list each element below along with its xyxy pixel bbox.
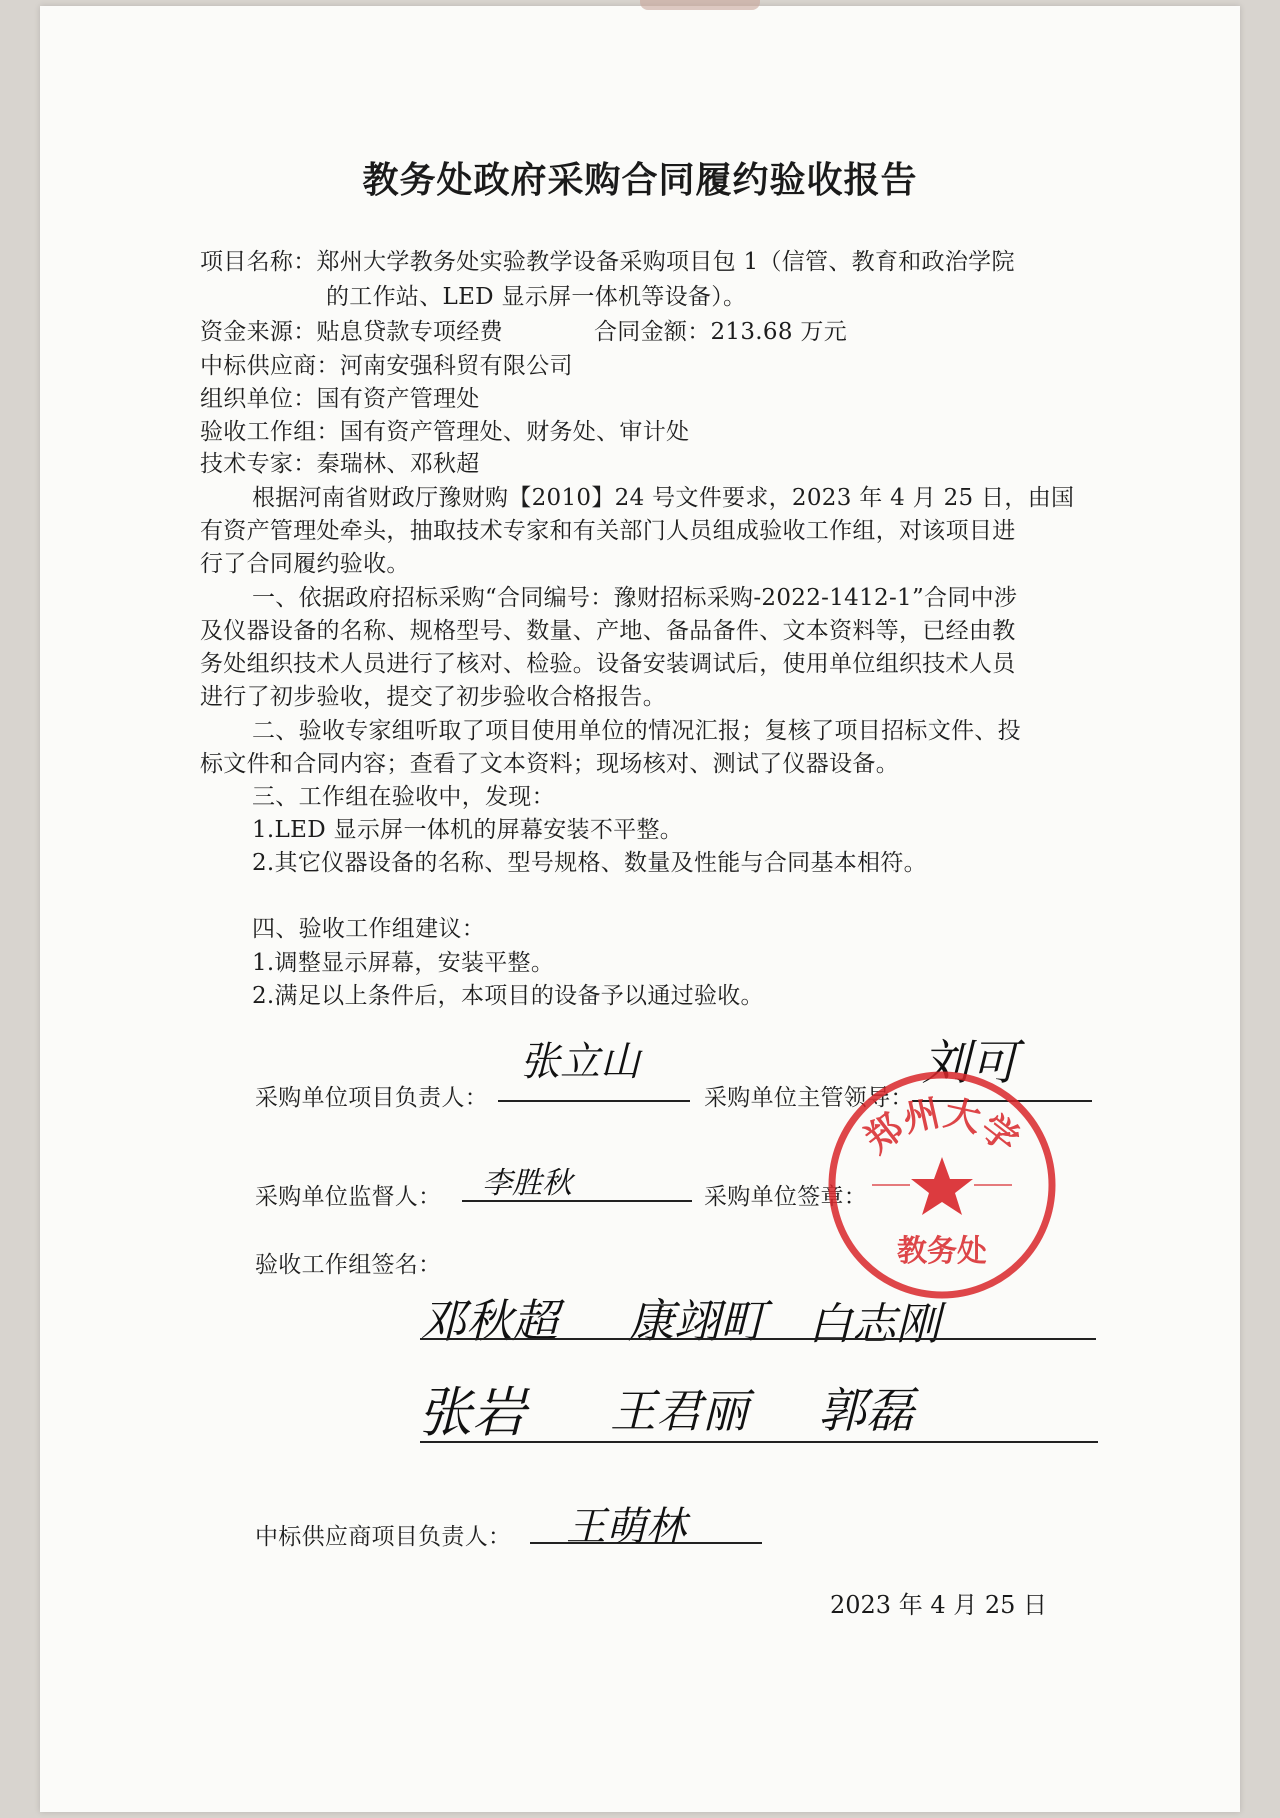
supplier-head-label: 中标供应商项目负责人： [255,1524,512,1550]
top-edge-mark [640,0,760,10]
official-seal [822,1065,1062,1305]
para4-line-2: 1.调整显示屏幕，安装平整。 [252,950,555,976]
intro-line-3: 行了合同履约验收。 [200,551,410,577]
fund-row [200,313,503,346]
intro-line-1: 根据河南省财政厅豫财购【2010】24 号文件要求，2023 年 4 月 25 日，由国 [252,485,1075,511]
group-signature-1: 邓秋超 [420,1294,558,1348]
project-name-continuation: 的工作站、LED 显示屏一体机等设备）。 [326,284,747,310]
leader-signature: 刘可 [922,1035,1019,1091]
expert-label: 技术专家： [200,451,317,477]
project-name-label: 项目名称： [200,249,317,275]
head-label: 采购单位项目负责人： [255,1085,488,1111]
supplier-row [200,347,573,380]
para3-line-2: 1.LED 显示屏一体机的屏幕安装不平整。 [252,817,684,843]
supervisor-signature: 李胜秋 [482,1166,572,1201]
org-label: 组织单位： [200,386,317,412]
head-signature: 张立山 [520,1039,640,1085]
fund-value: 贴息贷款专项经费 [316,319,503,345]
group-signature-5: 王君丽 [610,1384,748,1438]
document-date: 2023 年 4 月 25 日 [830,1591,1048,1619]
seal-top-text: 郑州大学 [857,1091,1027,1162]
group-signature-3: 白志刚 [808,1299,940,1350]
para2-line-2: 标文件和合同内容；查看了文本资料；现场核对、测试了仪器设备。 [200,751,899,777]
seal-bottom-text: 教务处 [897,1234,987,1269]
amount-row [594,313,847,346]
para3-line-3: 2.其它仪器设备的名称、型号规格、数量及性能与合同基本相符。 [252,850,927,876]
supplier-value: 河南安强科贸有限公司 [339,353,573,379]
org-value: 国有资产管理处 [316,386,480,412]
group-value: 国有资产管理处、财务处、审计处 [339,419,690,445]
expert-row [200,445,480,478]
group-signature-4: 张岩 [418,1381,526,1444]
star-icon [911,1157,973,1215]
document-title: 教务处政府采购合同履约验收报告 [362,159,918,201]
para1-line-4: 进行了初步验收，提交了初步验收合格报告。 [200,684,666,710]
para4-line-3: 2.满足以上条件后，本项目的设备予以通过验收。 [252,983,764,1009]
para1-line-3: 务处组织技术人员进行了核对、检验。设备安装调试后，使用单位组织技术人员 [200,651,1016,677]
group-sign-line-2 [420,1441,1098,1443]
seal-label: 采购单位签章： [704,1184,868,1210]
leader-label: 采购单位主管领导： [704,1085,914,1111]
para1-line-1: 一、依据政府招标采购“合同编号：豫财招标采购-2022-1412-1”合同中涉 [252,585,1018,611]
supplier-head-signature: 王萌林 [566,1504,686,1550]
group-sign-line-1 [420,1338,1096,1340]
para3-line-1: 三、工作组在验收中，发现： [252,784,555,810]
para1-line-2: 及仪器设备的名称、规格型号、数量、产地、备品备件、文本资料等，已经由教 [200,618,1016,644]
fund-label: 资金来源： [200,319,317,345]
group-signature-6: 郭磊 [818,1383,915,1439]
para2-line-1: 二、验收专家组听取了项目使用单位的情况汇报；复核了项目招标文件、投 [252,718,1021,744]
group-signature-2: 康翊町 [628,1294,766,1348]
expert-value: 秦瑞林、邓秋超 [316,451,480,477]
head-sign-line [498,1100,690,1102]
work-group-sign-label: 验收工作组签名： [255,1252,442,1278]
group-row [200,413,689,446]
svg-text:郑州大学 [857,1092,1026,1162]
para4-line-1: 四、验收工作组建议： [252,916,485,942]
supplier-label: 中标供应商： [200,353,340,379]
project-name-row [200,243,1015,276]
org-row [200,380,480,413]
amount-label: 合同金额： [594,319,711,345]
project-name-value: 郑州大学教务处实验教学设备采购项目包 1（信管、教育和政治学院 [316,249,1015,275]
group-label: 验收工作组： [200,419,340,445]
intro-line-2: 有资产管理处牵头，抽取技术专家和有关部门人员组成验收工作组，对该项目进 [200,518,1016,544]
supervisor-label: 采购单位监督人： [255,1184,442,1210]
amount-value: 213.68 万元 [710,319,847,345]
